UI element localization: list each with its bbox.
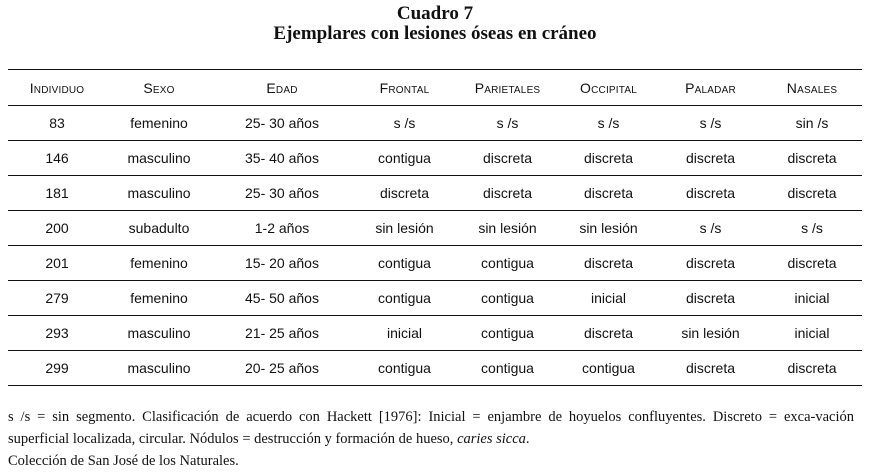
cell-edad: 25- 30 años xyxy=(245,185,319,201)
cell-nasales: discreta xyxy=(787,360,837,376)
cell-sexo: masculino xyxy=(127,360,191,376)
cell-parietales: discreta xyxy=(482,150,533,166)
footnote-end: . xyxy=(525,431,530,447)
cell-individuo: 293 xyxy=(45,325,69,341)
cell-parietales: contigua xyxy=(481,255,534,271)
cell-frontal: inicial xyxy=(386,325,422,341)
cell-parietales: contigua xyxy=(481,290,534,306)
table-row xyxy=(8,281,862,316)
cell-occipital: inicial xyxy=(590,290,626,306)
col-header-frontal: Frontal xyxy=(379,79,430,96)
cell-individuo: 279 xyxy=(45,290,69,306)
cell-frontal: discreta xyxy=(379,185,430,201)
cell-sexo: masculino xyxy=(127,325,191,341)
col-header-nasales: Nasales xyxy=(786,79,838,96)
col-header-individuo: Individuo xyxy=(29,79,85,96)
cell-occipital: sin lesión xyxy=(579,220,638,236)
cell-parietales: discreta xyxy=(482,185,533,201)
cell-occipital: contigua xyxy=(582,360,635,376)
cell-parietales: sin lesión xyxy=(478,220,537,236)
cell-frontal: sin lesión xyxy=(375,220,434,236)
table-row xyxy=(8,316,862,351)
cell-edad: 1-2 años xyxy=(254,220,310,236)
cell-edad: 35- 40 años xyxy=(245,150,319,166)
cell-occipital: discreta xyxy=(583,150,634,166)
cell-edad: 45- 50 años xyxy=(245,290,319,306)
col-header-occipital: Occipital xyxy=(580,79,637,96)
table-row xyxy=(8,176,862,211)
cell-individuo: 201 xyxy=(45,255,69,271)
table-caption-title: Ejemplares con lesiones óseas en cráneo xyxy=(273,23,597,44)
cell-paladar: discreta xyxy=(685,185,736,201)
cell-occipital: discreta xyxy=(583,325,634,341)
cell-paladar: s /s xyxy=(699,220,722,236)
cell-frontal: contigua xyxy=(378,255,431,271)
cell-paladar: discreta xyxy=(685,290,736,306)
cell-sexo: subadulto xyxy=(128,220,190,236)
cell-sexo: masculino xyxy=(127,150,191,166)
table-caption-number: Cuadro 7 xyxy=(396,3,474,24)
col-header-sexo: Sexo xyxy=(143,79,175,96)
cell-individuo: 146 xyxy=(45,150,69,166)
cell-paladar: s /s xyxy=(699,115,722,131)
footnote-text: s /s = sin segmento. Clasificación de acuerdo con Hackett [1976]: Inicial = enjambre de hoyuelos confluyentes. Discreto = exca-vación superficial localizada, circular. Nódulos = destrucción y formación de hueso, xyxy=(8,409,854,447)
col-header-parietales: Parietales xyxy=(474,79,541,96)
footnote-italic-term: caries sicca xyxy=(457,431,526,447)
cell-occipital: discreta xyxy=(583,185,634,201)
table-footnote xyxy=(8,406,854,450)
cell-sexo: femenino xyxy=(130,255,188,271)
cell-nasales: discreta xyxy=(787,150,837,166)
cell-individuo: 299 xyxy=(45,360,69,376)
table-row xyxy=(8,246,862,281)
cell-edad: 20- 25 años xyxy=(245,360,319,376)
table-row xyxy=(8,141,862,176)
cell-paladar: discreta xyxy=(685,255,736,271)
cell-parietales: contigua xyxy=(481,360,534,376)
cell-occipital: discreta xyxy=(583,255,634,271)
cell-nasales: inicial xyxy=(794,325,830,341)
cell-nasales: s /s xyxy=(801,220,823,236)
cell-sexo: femenino xyxy=(130,115,188,131)
cell-individuo: 83 xyxy=(49,115,65,131)
cell-sexo: femenino xyxy=(130,290,188,306)
cell-parietales: contigua xyxy=(481,325,534,341)
cell-frontal: contigua xyxy=(378,290,431,306)
cell-sexo: masculino xyxy=(127,185,191,201)
cell-nasales: discreta xyxy=(787,255,837,271)
table-row xyxy=(8,211,862,246)
table-row xyxy=(8,106,862,141)
cell-individuo: 181 xyxy=(45,185,69,201)
cell-paladar: discreta xyxy=(685,360,736,376)
cell-edad: 25- 30 años xyxy=(245,115,319,131)
cell-nasales: discreta xyxy=(787,185,837,201)
cell-nasales: inicial xyxy=(794,290,830,306)
cell-paladar: sin lesión xyxy=(681,325,740,341)
cell-edad: 15- 20 años xyxy=(245,255,319,271)
table-source: Colección de San José de los Naturales. xyxy=(8,453,239,469)
cell-frontal: contigua xyxy=(378,360,431,376)
cell-parietales: s /s xyxy=(496,115,519,131)
cell-edad: 21- 25 años xyxy=(245,325,319,341)
table-row xyxy=(8,351,862,386)
cell-occipital: s /s xyxy=(597,115,620,131)
col-header-edad: Edad xyxy=(266,79,298,96)
lesions-table xyxy=(8,69,862,386)
cell-paladar: discreta xyxy=(685,150,736,166)
cell-nasales: sin /s xyxy=(795,115,829,131)
cell-frontal: contigua xyxy=(378,150,431,166)
cell-frontal: s /s xyxy=(393,115,416,131)
cell-individuo: 200 xyxy=(45,220,69,236)
table-header-row xyxy=(8,70,862,106)
col-header-paladar: Paladar xyxy=(685,79,736,96)
